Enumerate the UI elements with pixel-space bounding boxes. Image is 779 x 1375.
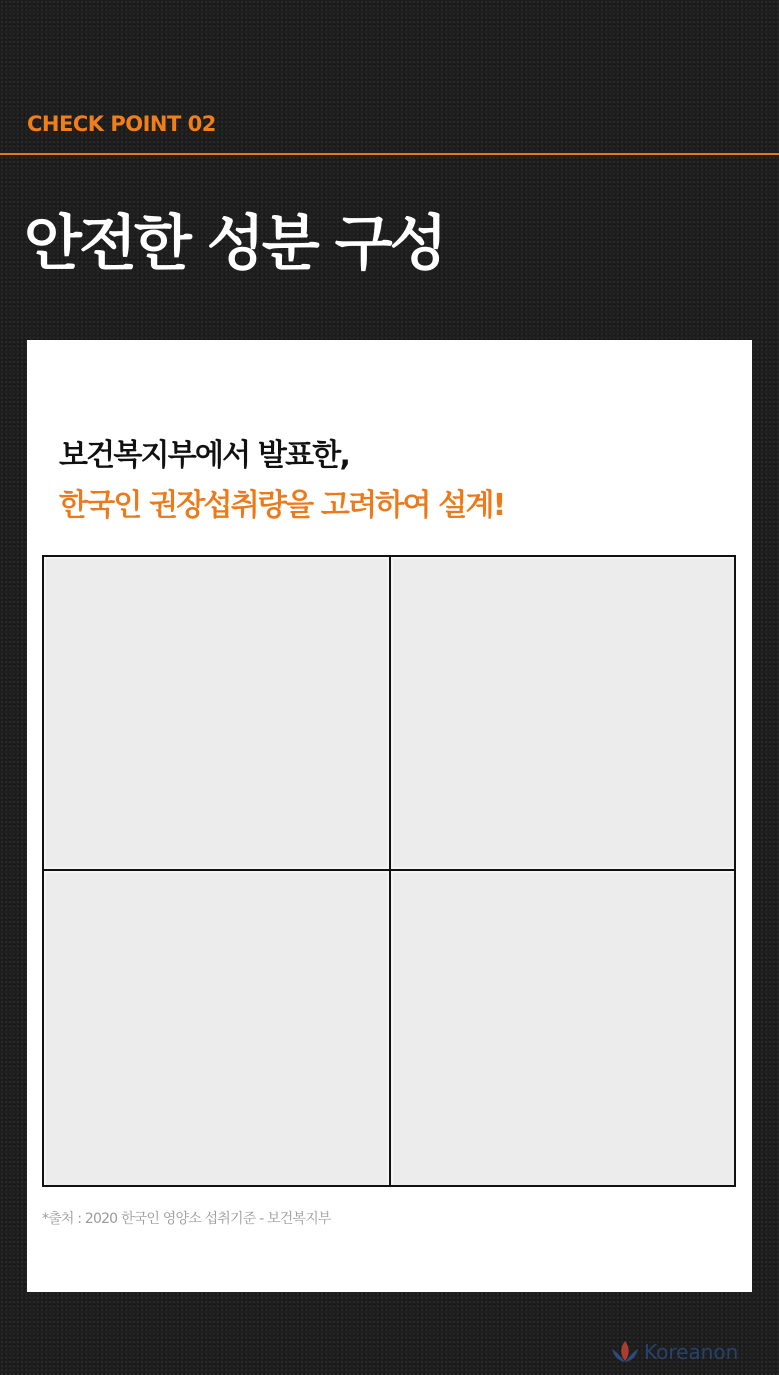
table-vitamin-c-svg	[46, 873, 387, 1185]
intro-line-1: 보건복지부에서 발표한,	[59, 438, 350, 473]
source-note: *출처 : 2020 한국인 영양소 섭취기준 - 보건복지부	[42, 1211, 331, 1227]
table-vitamin-a	[46, 559, 387, 867]
checkpoint-label: CHECK POINT 02	[27, 112, 216, 136]
table-vitamin-b6	[393, 873, 734, 1185]
table-vitamin-b6-svg	[393, 873, 734, 1185]
table-divider-vertical	[389, 557, 391, 1185]
table-vitamin-e-svg	[393, 559, 734, 867]
brand-logo	[608, 1337, 778, 1367]
content-card	[27, 340, 752, 1292]
page-title: 안전한 성분 구성	[24, 209, 445, 279]
orange-divider	[0, 153, 779, 155]
nutrient-tables-image	[42, 555, 736, 1187]
table-divider-horizontal	[44, 869, 734, 871]
table-vitamin-c	[46, 873, 387, 1185]
lotus-icon	[608, 1337, 642, 1367]
intro-line-2: 한국인 권장섭취량을 고려하여 설계!	[59, 488, 505, 523]
table-vitamin-e	[393, 559, 734, 867]
logo-text: Koreanon	[644, 1340, 739, 1364]
table-vitamin-a-svg	[46, 559, 387, 867]
